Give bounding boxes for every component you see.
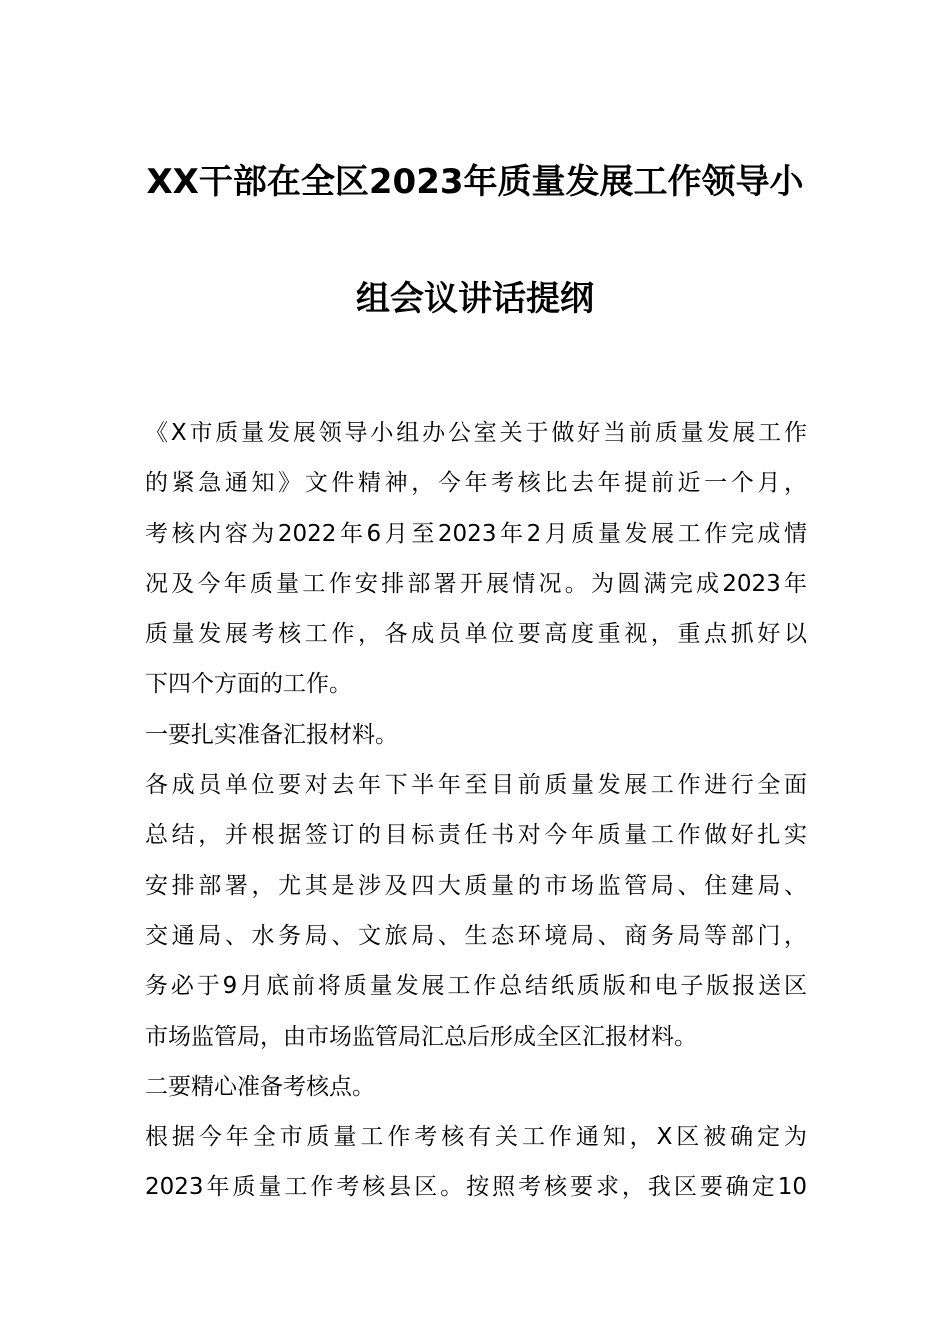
body-line: 务必于9月底前将质量发展工作总结纸质版和电子版报送区 xyxy=(145,973,807,1000)
body-line: 的紧急通知》文件精神，今年考核比去年提前近一个月， xyxy=(145,470,807,497)
body-line: 交通局、水务局、文旅局、生态环境局、商务局等部门， xyxy=(145,922,807,949)
body-line: 总结，并根据签订的目标责任书对今年质量工作做好扎实 xyxy=(145,822,807,849)
body-line: 市场监管局，由市场监管局汇总后形成全区汇报材料。 xyxy=(145,1023,697,1050)
section-heading: 二要精心准备考核点。 xyxy=(145,1073,375,1100)
section-heading: 一要扎实准备汇报材料。 xyxy=(145,721,398,748)
body-line: 质量发展考核工作，各成员单位要高度重视，重点抓好以 xyxy=(145,621,807,648)
body-line: 安排部署，尤其是涉及四大质量的市场监管局、住建局、 xyxy=(145,872,807,899)
document-body xyxy=(145,408,807,1213)
body-line: 下四个方面的工作。 xyxy=(145,671,352,698)
document-title-line-1: XX干部在全区2023年质量发展工作领导小 xyxy=(146,162,804,202)
body-line: 根据今年全市质量工作考核有关工作通知，X区被确定为 xyxy=(145,1124,807,1151)
body-line: 考核内容为2022年6月至2023年2月质量发展工作完成情 xyxy=(145,520,807,547)
body-line: 各成员单位要对去年下半年至目前质量发展工作进行全面 xyxy=(145,772,807,799)
body-line: 《X市质量发展领导小组办公室关于做好当前质量发展工作 xyxy=(145,420,807,446)
document-title-line-2: 组会议讲话提纲 xyxy=(356,279,594,319)
body-line: 况及今年质量工作安排部署开展情况。为圆满完成2023年 xyxy=(145,570,807,597)
body-line: 2023年质量工作考核县区。按照考核要求，我区要确定10 xyxy=(145,1174,807,1201)
